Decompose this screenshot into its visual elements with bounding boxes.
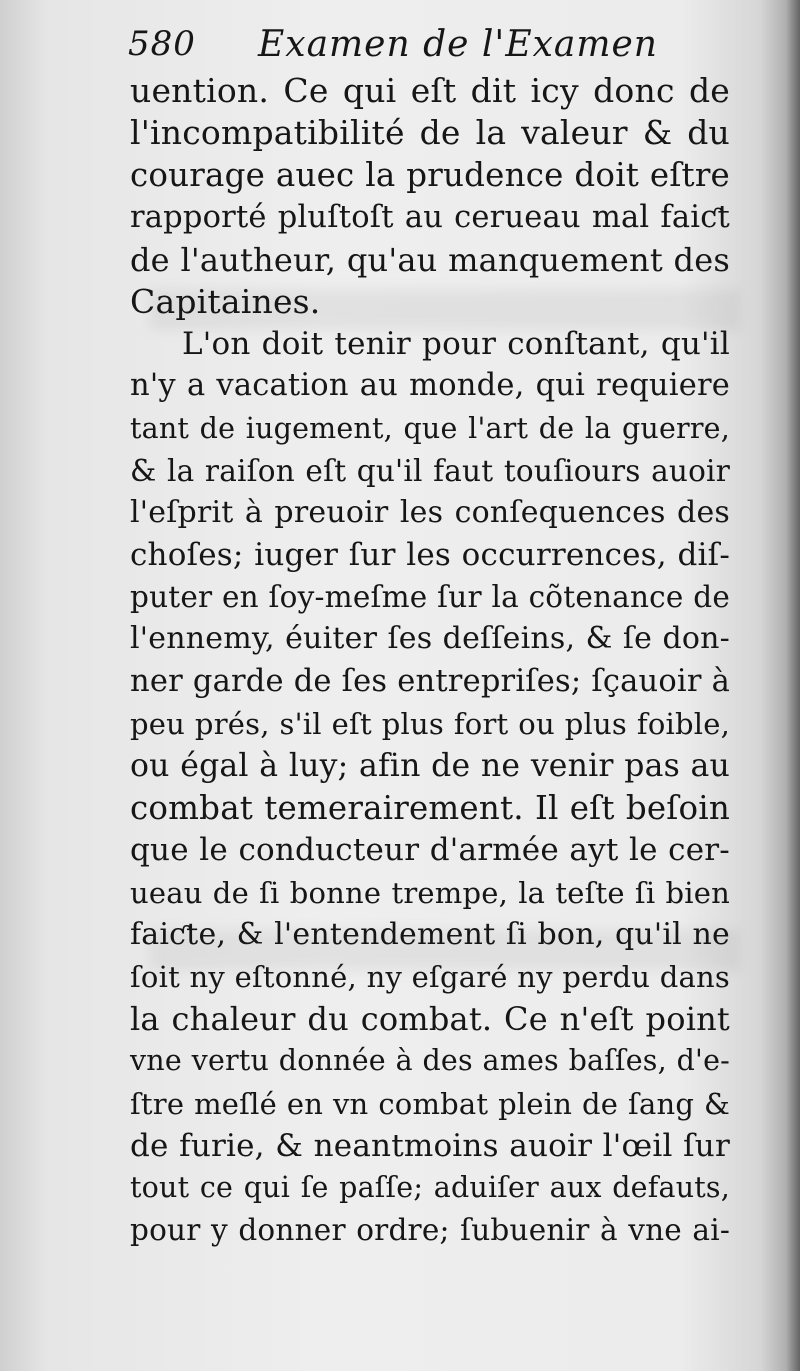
page-edge-shadow bbox=[786, 0, 800, 1371]
text-line: l'incompatibilité de la valeur & du bbox=[130, 113, 730, 153]
text-line: peu prés, s'il eſt plus fort ou plus foible, bbox=[130, 706, 730, 741]
text-line: ou égal à luy; afin de ne venir pas au bbox=[130, 748, 730, 784]
body-text bbox=[130, 70, 730, 1251]
text-line: de furie, & neantmoins auoir l'œil ſur bbox=[130, 1127, 730, 1164]
text-line: choſes; iuger ſur les occurrences, diſ- bbox=[130, 537, 730, 574]
text-line: ſtre meſlé en vn combat plein de ſang & bbox=[130, 1086, 730, 1121]
text-line: l'ennemy, éuiter ſes deſſeins, & ſe don- bbox=[130, 621, 730, 657]
text-line: faiƈte, & l'entendement ſi bon, qu'il ne bbox=[130, 916, 730, 952]
text-line: tant de iugement, que l'art de la guerre, bbox=[130, 411, 730, 445]
text-line: la chaleur du combat. Ce n'eſt point bbox=[130, 1000, 730, 1039]
text-line: courage auec la prudence doit eſtre bbox=[130, 156, 730, 195]
page-number: 580 bbox=[128, 24, 196, 64]
text-line: vne vertu donnée à des ames baſſes, d'e- bbox=[130, 1044, 730, 1078]
text-line: uention. Ce qui eſt dit icy donc de bbox=[130, 71, 730, 110]
text-line: pour y donner ordre; ſubuenir à vne ai- bbox=[130, 1213, 730, 1248]
text-line: de l'autheur, qu'au manquement des bbox=[130, 240, 730, 279]
text-line: ueau de ſi bonne trempe, la teſte ſi bien bbox=[130, 875, 730, 910]
text-line: puter en ſoy-meſme ſur la cõtenance de bbox=[130, 580, 730, 615]
text-line: ner garde de ſes entrepriſes; ſçauoir à bbox=[130, 663, 730, 699]
text-line: rapporté pluſtoſt au cerueau mal faiƈt bbox=[130, 199, 730, 235]
text-line: n'y a vacation au monde, qui requiere bbox=[130, 368, 730, 404]
text-line: combat temerairement. Il eſt beſoin bbox=[130, 789, 730, 828]
bottom-margin bbox=[0, 1260, 800, 1370]
running-head bbox=[128, 24, 728, 70]
text-line: l'eſprit à preuoir les conſequences des bbox=[130, 494, 730, 530]
text-line: ſoit ny eſtonné, ny eſgaré ny perdu dans bbox=[130, 959, 730, 994]
running-title: Examen de l'Examen bbox=[258, 24, 658, 65]
text-line: tout ce qui ſe paſſe; aduiſer aux defauts, bbox=[130, 1170, 730, 1204]
text-line: que le conducteur d'armée ayt le cer- bbox=[130, 832, 730, 869]
text-line: Capitaines. bbox=[130, 281, 321, 321]
text-line: & la raiſon eſt qu'il faut touſiours auoir bbox=[130, 453, 730, 488]
text-line: L'on doit tenir pour conſtant, qu'il bbox=[182, 326, 730, 363]
